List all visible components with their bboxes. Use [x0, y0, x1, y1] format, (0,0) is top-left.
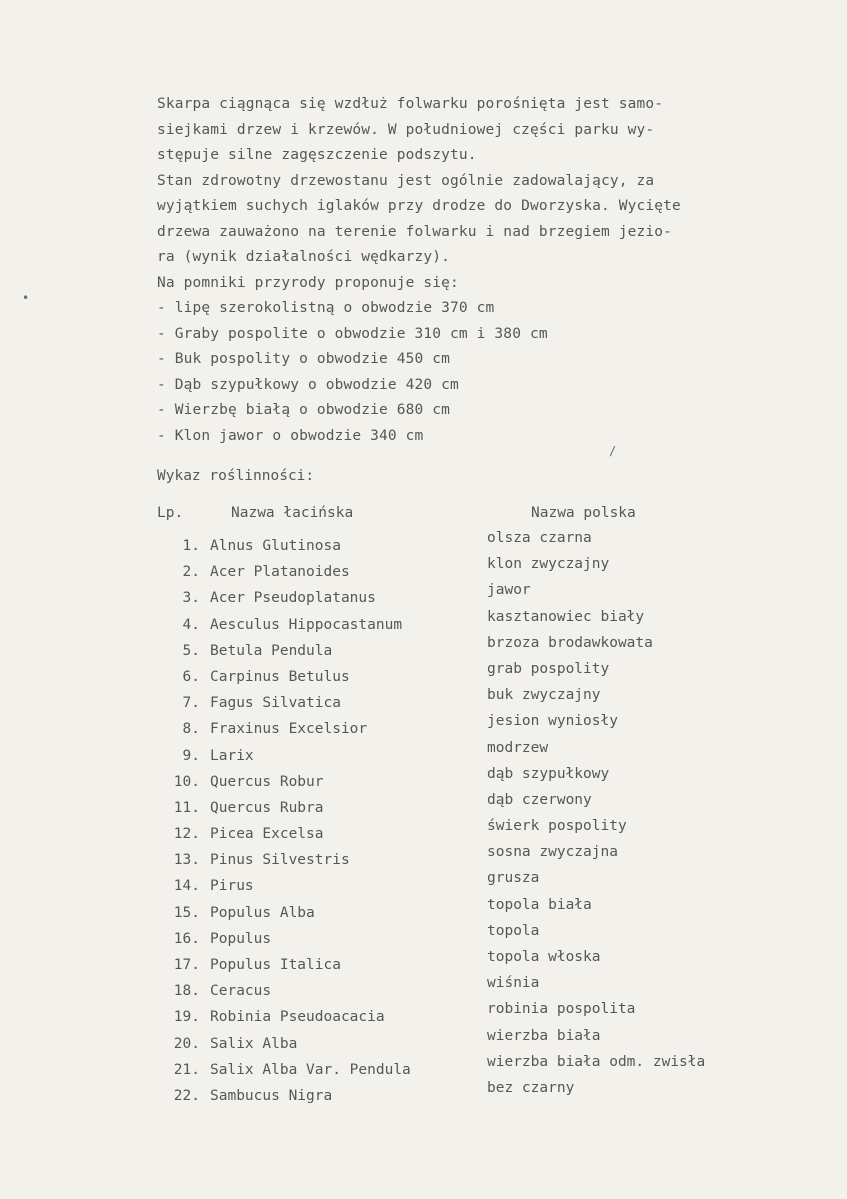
text-line: Skarpa ciągnąca się wzdłuż folwarku porośnięta jest samo-: [157, 96, 664, 112]
plant-number: 7.: [182, 695, 200, 712]
text-line: stępuje silne zagęszczenie podszytu.: [157, 147, 477, 163]
plant-latin-name: Fraxinus Excelsior: [210, 721, 368, 738]
plant-row: [160, 748, 460, 774]
plant-row: [160, 1062, 460, 1088]
plant-row: [160, 721, 460, 747]
plant-polish-name: świerk pospolity: [487, 818, 627, 835]
plant-number: 17.: [173, 957, 200, 973]
plant-latin-name: Betula Pendula: [210, 642, 333, 659]
plant-row: [160, 695, 460, 721]
latin-names-column: [160, 538, 460, 1114]
plant-polish-name: topola włoska: [487, 949, 601, 965]
plant-number: 9.: [182, 747, 200, 764]
plant-number: 5.: [182, 642, 200, 659]
plant-latin-name: Quercus Robur: [210, 773, 324, 790]
plant-polish-name: kasztanowiec biały: [487, 608, 645, 625]
plant-polish-name: dąb czerwony: [487, 791, 592, 808]
plant-polish-name: wierzba biała: [487, 1027, 601, 1044]
plant-number: 18.: [173, 983, 200, 1000]
plant-latin-name: Ceracus: [210, 983, 272, 1000]
plant-number: 1.: [182, 538, 200, 554]
monument-item: - Dąb szypułkowy o obwodzie 420 cm: [157, 376, 459, 393]
plant-polish-name: brzoza brodawkowata: [487, 634, 653, 651]
plant-latin-name: Salix Alba Var. Pendula: [210, 1061, 411, 1078]
plant-latin-name: Pirus: [210, 878, 254, 895]
plant-latin-name: Picea Excelsa: [210, 826, 324, 843]
plant-row: [160, 826, 460, 852]
plant-latin-name: Carpinus Betulus: [210, 668, 350, 685]
plant-row: [160, 878, 460, 904]
plant-row: [160, 905, 460, 931]
plant-latin-name: Populus Alba: [210, 904, 315, 921]
monument-item: - lipę szerokolistną o obwodzie 370 cm: [157, 300, 495, 316]
pen-mark: /: [609, 444, 617, 458]
plant-row: [160, 852, 460, 878]
plant-number: 4.: [182, 616, 200, 633]
plant-number: 3.: [182, 590, 200, 607]
text-line: siejkami drzew i krzewów. W południowej części parku wy-: [157, 121, 655, 138]
plant-latin-name: Aesculus Hippocastanum: [210, 616, 403, 633]
plant-polish-name: jesion wyniosły: [487, 713, 618, 730]
plant-row: [160, 643, 460, 669]
plant-number: 8.: [182, 721, 200, 738]
plant-latin-name: Quercus Rubra: [210, 799, 324, 816]
plant-latin-name: Pinus Silvestris: [210, 852, 350, 869]
monument-item: - Graby pospolite o obwodzie 310 cm i 380 cm: [157, 325, 548, 342]
plant-polish-name: sosna zwyczajna: [487, 844, 618, 861]
plant-number: 12.: [173, 826, 200, 843]
text-line: ra (wynik działalności wędkarzy).: [157, 249, 451, 265]
plant-polish-name: modrzew: [487, 739, 549, 756]
plant-row: [160, 931, 460, 957]
plant-polish-name: buk zwyczajny: [487, 687, 601, 704]
plant-row: [160, 774, 460, 800]
polish-names-column: [487, 530, 807, 1106]
plant-polish-name: olsza czarna: [487, 530, 592, 546]
header-polish-name: Nazwa polska: [531, 505, 636, 521]
plant-number: 21.: [173, 1061, 200, 1078]
plant-latin-name: Populus Italica: [210, 957, 341, 973]
plant-row: [160, 1009, 460, 1035]
plant-number: 6.: [182, 668, 200, 685]
intro-paragraph: [157, 92, 797, 449]
plant-number: 22.: [173, 1087, 200, 1104]
plant-latin-name: Acer Pseudoplatanus: [210, 590, 376, 607]
plant-latin-name: Fagus Silvatica: [210, 695, 341, 712]
plant-row: [160, 957, 460, 983]
text-line: drzewa zauważono na terenie folwarku i nad brzegiem jezio-: [157, 223, 673, 240]
plant-latin-name: Salix Alba: [210, 1035, 298, 1052]
plant-polish-name: klon zwyczajny: [487, 556, 610, 573]
plant-polish-name: grusza: [487, 870, 540, 887]
plant-latin-name: Populus: [210, 930, 272, 947]
text-line: Na pomniki przyrody proponuje się:: [157, 274, 459, 291]
plant-polish-name: grab pospolity: [487, 660, 610, 677]
plant-number: 20.: [173, 1035, 200, 1052]
plant-polish-name: wierzba biała odm. zwisła: [487, 1053, 706, 1070]
plant-number: 16.: [173, 930, 200, 947]
plant-number: 10.: [173, 773, 200, 790]
monument-item: - Klon jawor o obwodzie 340 cm: [157, 427, 424, 444]
plant-row: [160, 538, 460, 564]
plant-latin-name: Alnus Glutinosa: [210, 538, 341, 554]
plant-number: 19.: [173, 1009, 200, 1026]
plant-number: 14.: [173, 878, 200, 895]
plant-latin-name: Sambucus Nigra: [210, 1087, 333, 1104]
list-title: Wykaz roślinności:: [157, 468, 315, 484]
plant-row: [160, 669, 460, 695]
plant-number: 13.: [173, 852, 200, 869]
plant-polish-name: topola: [487, 922, 540, 939]
plant-row: [160, 1088, 460, 1114]
header-lp: Lp.: [157, 505, 184, 521]
plant-polish-name: dąb szypułkowy: [487, 765, 610, 782]
plant-latin-name: Robinia Pseudoacacia: [210, 1009, 385, 1026]
monument-item: - Wierzbę białą o obwodzie 680 cm: [157, 402, 451, 418]
text-line: wyjątkiem suchych iglaków przy drodze do Dworzyska. Wycięte: [157, 198, 681, 214]
plant-polish-name: robinia pospolita: [487, 1001, 636, 1018]
header-latin-name: Nazwa łacińska: [231, 505, 354, 521]
plant-latin-name: Acer Platanoides: [210, 564, 350, 581]
plant-row: [160, 1036, 460, 1062]
plant-number: 15.: [173, 904, 200, 921]
monument-item: - Buk pospolity o obwodzie 450 cm: [157, 351, 451, 367]
plant-polish-name: topola biała: [487, 896, 592, 913]
plant-row: [160, 590, 460, 616]
plant-row: [160, 983, 460, 1009]
page-speck: •: [22, 291, 30, 305]
plant-polish-name: wiśnia: [487, 975, 540, 992]
plant-latin-name: Larix: [210, 747, 254, 764]
plant-row: [160, 617, 460, 643]
plant-polish-name: bez czarny: [487, 1079, 575, 1096]
plant-number: 11.: [173, 799, 200, 816]
plant-row: [160, 800, 460, 826]
plant-polish-name: jawor: [487, 582, 531, 599]
text-line: Stan zdrowotny drzewostanu jest ogólnie zadowalający, za: [157, 172, 655, 189]
plant-row: [160, 564, 460, 590]
plant-number: 2.: [182, 564, 200, 581]
